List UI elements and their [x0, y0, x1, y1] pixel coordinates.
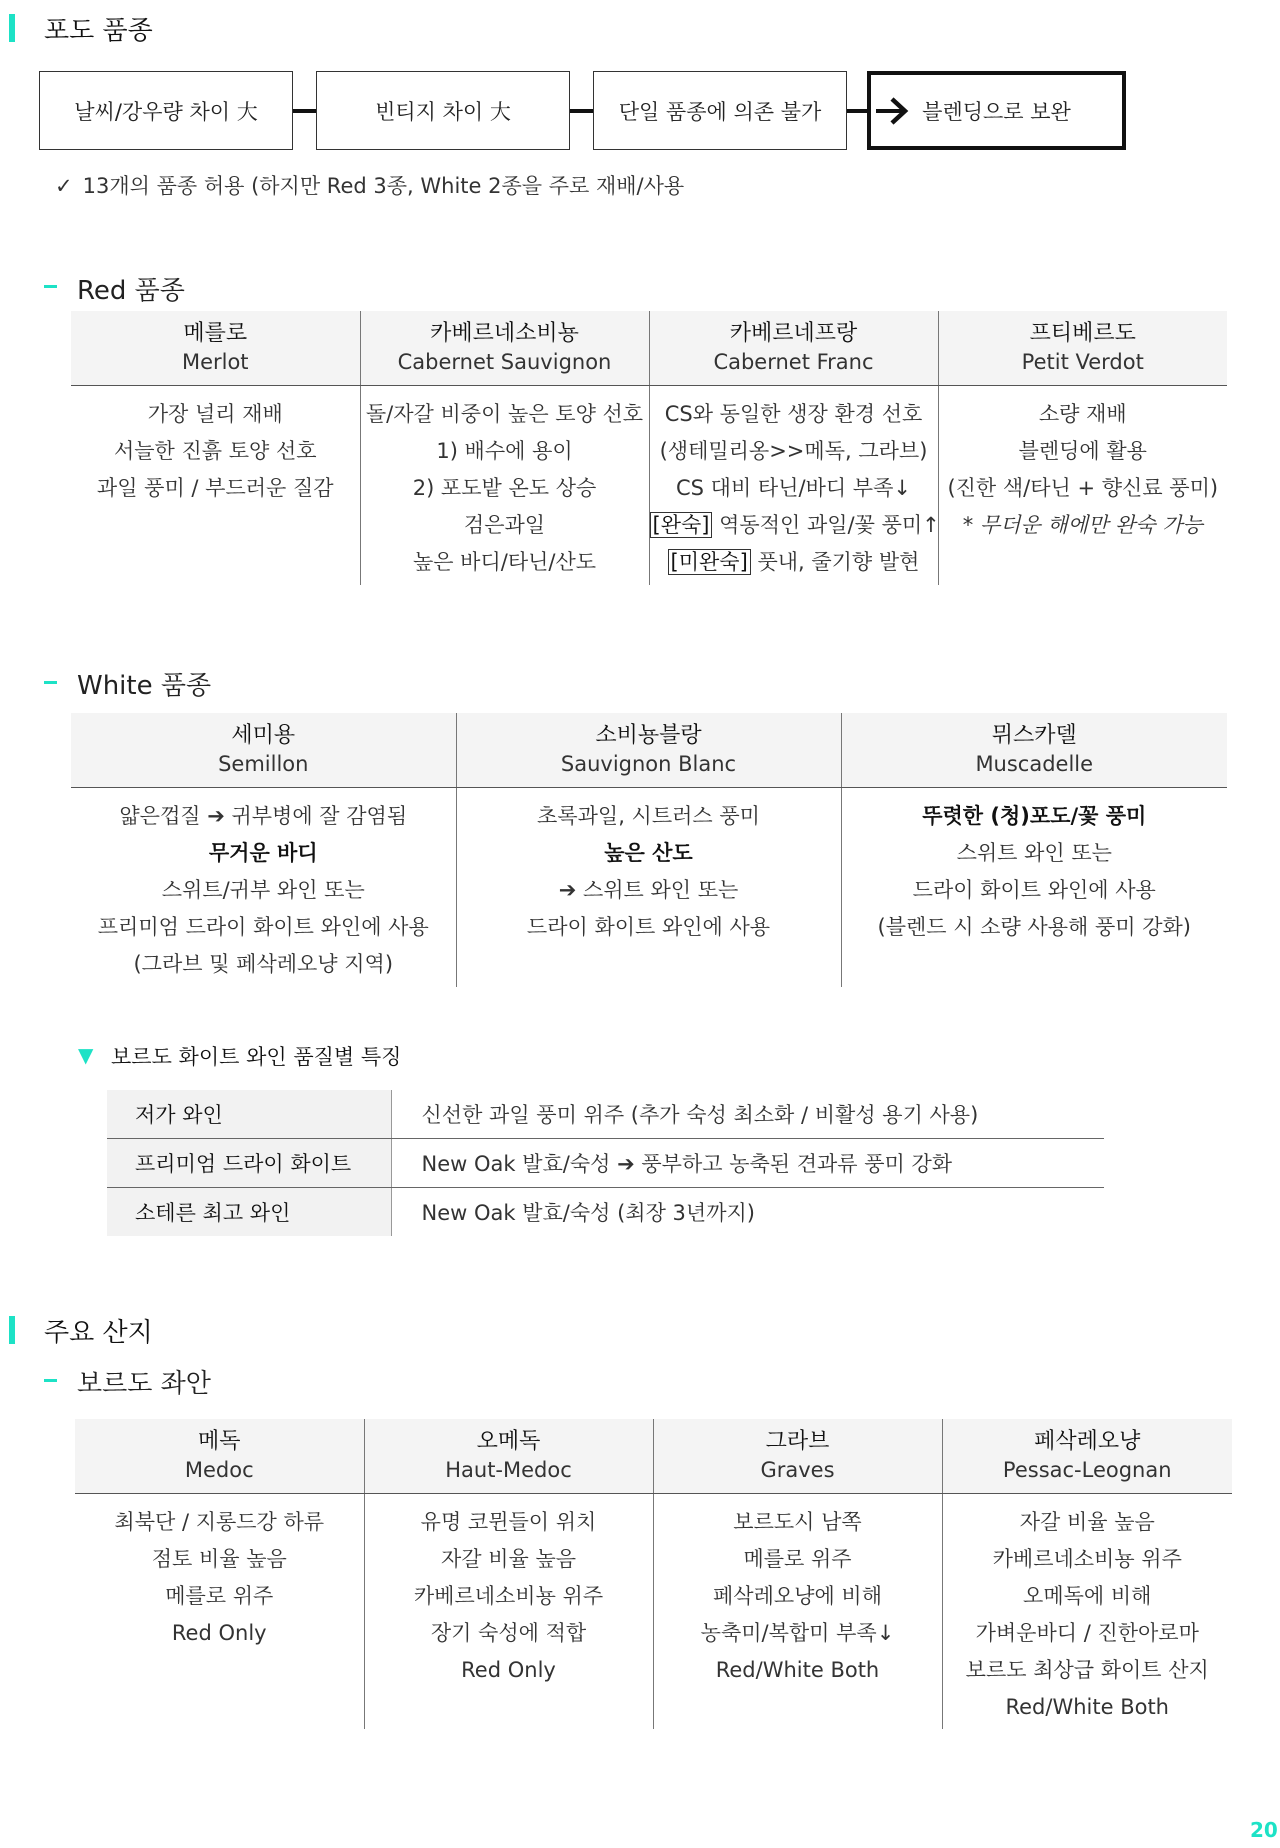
sub-section-marker: [44, 285, 57, 288]
col-header-semillon: 세미용 Semillon: [71, 713, 456, 787]
col-header-cabernet-sauvignon: 카베르네소비뇽 Cabernet Sauvignon: [360, 311, 649, 385]
page-number: 20: [1250, 1818, 1278, 1842]
quality-row-label: 저가 와인: [107, 1090, 391, 1139]
col-header-merlot: 메를로 Merlot: [71, 311, 360, 385]
quality-row: [107, 1139, 1104, 1188]
check-icon: ✓: [55, 174, 73, 198]
cell-medoc: 최북단 / 지롱드강 하류 점토 비율 높음 메를로 위주 Red Only: [114, 1509, 325, 1645]
col-header-muscadelle: 뮈스카델 Muscadelle: [841, 713, 1227, 787]
flow-step-3: 단일 품종에 의존 불가: [593, 71, 847, 150]
quality-table: [107, 1090, 1104, 1236]
flow-arrow-icon: [876, 95, 916, 127]
flow-step-1: 날씨/강우량 차이 大: [39, 71, 293, 150]
quality-row-value: New Oak 발효/숙성 ➔ 풍부하고 농축된 견과류 풍미 강화: [391, 1139, 1104, 1188]
cell-sauvignon-blanc: 초록과일, 시트러스 풍미 높은 산도 ➔ 스위트 와인 또는 드라이 화이트 와인에 사용: [456, 787, 841, 987]
section-title-regions: 주요 산지: [44, 1318, 153, 1348]
sub-section-marker: [44, 1379, 57, 1382]
section-marker: [9, 1316, 15, 1344]
sub-title-white: White 품종: [77, 671, 212, 701]
sub-section-marker: [44, 681, 57, 684]
cell-haut-medoc: 유명 코뮌들이 위치 자갈 비율 높음 카베르네소비뇽 위주 장기 숙성에 적합 Red Only: [364, 1493, 653, 1729]
section-title-grape: 포도 품종: [44, 16, 153, 46]
cell-graves: 보르도시 남쪽 메를로 위주 페삭레오냥에 비해 농축미/복합미 부족↓ Red/White Both: [653, 1493, 942, 1729]
col-header-graves: 그라브 Graves: [653, 1419, 942, 1493]
cell-muscadelle: 뚜렷한 (청)포도/꽃 풍미 스위트 와인 또는 드라이 화이트 와인에 사용 (블렌드 시 소량 사용해 풍미 강화): [841, 787, 1227, 987]
quality-row: [107, 1188, 1104, 1237]
col-header-pessac-leognan: 페삭레오냥 Pessac-Leognan: [942, 1419, 1232, 1493]
cell-pessac-leognan: 자갈 비율 높음 카베르네소비뇽 위주 오메독에 비해 가벼운바디 / 진한아로마 보르도 최상급 화이트 산지 Red/White Both: [942, 1493, 1232, 1729]
regions-table: [75, 1419, 1232, 1729]
sub-title-red: Red 품종: [77, 276, 185, 306]
flow-connector: [570, 109, 593, 113]
red-varieties-table: [71, 311, 1227, 585]
tag-unripe: [미완숙]: [668, 549, 751, 575]
col-header-medoc: 메독 Medoc: [75, 1419, 364, 1493]
quality-row-label: 프리미엄 드라이 화이트: [107, 1139, 391, 1188]
note-line: [55, 170, 684, 200]
col-header-cabernet-franc: 카베르네프랑 Cabernet Franc: [649, 311, 938, 385]
cell-petit-verdot: 소량 재배 블렌딩에 활용 (진한 색/타닌 + 향신료 풍미) * 무더운 해에만 완숙 가능: [938, 385, 1227, 585]
section-marker: [9, 14, 15, 42]
flow-connector: [293, 109, 316, 113]
quality-row-value: New Oak 발효/숙성 (최장 3년까지): [421, 1201, 755, 1225]
quality-row: [107, 1090, 1104, 1139]
tag-ripe: [완숙]: [650, 512, 713, 538]
quality-title: 보르도 화이트 와인 품질별 특징: [111, 1045, 402, 1069]
cell-cabernet-franc: CS와 동일한 생장 환경 선호 (생테밀리옹>>메독, 그라브) CS 대비 타닌/바디 부족↓ [완숙] 역동적인 과일/꽃 풍미↑ [미완숙] 풋내, 줄기향 발현: [649, 385, 938, 585]
col-header-haut-medoc: 오메독 Haut-Medoc: [364, 1419, 653, 1493]
note-text: 13개의 품종 허용 (하지만 Red 3종, White 2종을 주로 재배/사용: [82, 174, 685, 198]
cell-merlot: 가장 널리 재배 서늘한 진흙 토양 선호 과일 풍미 / 부드러운 질감: [96, 401, 334, 500]
cell-cabernet-sauvignon: 돌/자갈 비중이 높은 토양 선호 1) 배수에 용이 2) 포도밭 온도 상승 검은과일 높은 바디/타닌/산도: [360, 385, 649, 585]
sub-title-left-bank: 보르도 좌안: [77, 1369, 211, 1399]
flow-step-2: 빈티지 차이 大: [316, 71, 570, 150]
quality-row-value: 신선한 과일 풍미 위주 (추가 숙성 최소화 / 비활성 용기 사용): [391, 1090, 1104, 1139]
flow-step-4: 블렌딩으로 보완: [867, 71, 1126, 150]
triangle-marker-icon: ▼: [78, 1043, 94, 1067]
col-header-petit-verdot: 프티베르도 Petit Verdot: [938, 311, 1227, 385]
quality-row-label: 소테른 최고 와인: [107, 1188, 391, 1237]
white-varieties-table: [71, 713, 1227, 987]
cell-semillon: 얇은껍질 ➔ 귀부병에 잘 감염됨 무거운 바디 스위트/귀부 와인 또는 프리미엄 드라이 화이트 와인에 사용 (그라브 및 페삭레오냥 지역): [97, 803, 429, 976]
col-header-sauvignon-blanc: 소비뇽블랑 Sauvignon Blanc: [456, 713, 841, 787]
